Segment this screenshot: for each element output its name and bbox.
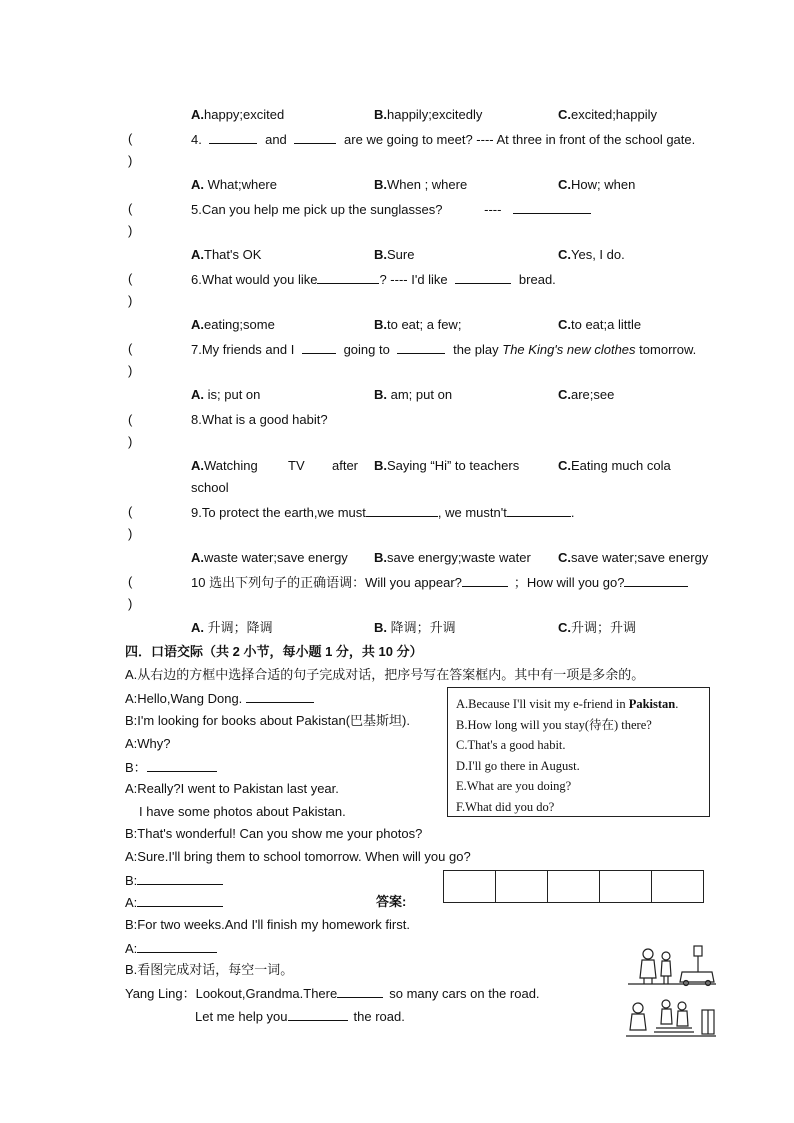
option-c: C.That's a good habit. [456,738,566,752]
dialogue-blank-4[interactable] [137,894,223,907]
q9-option-b: B.save energy;waste water [374,550,531,565]
option-b: B.How long will you stay(待在) there? [456,717,652,732]
q8-option-b: B.Saying “Hi” to teachers [374,458,520,473]
q4-blank-2[interactable] [294,131,336,144]
q7-blank-2[interactable] [397,341,445,354]
dialogue-line-1: A:Hello,Wang Dong. [125,690,314,707]
q6-option-a: A.eating;some [191,317,275,332]
yang-ling-line-1: Yang Ling：Lookout,Grandma.There so many cars on the road. [125,986,540,1001]
q4-blank-1[interactable] [209,131,257,144]
q8-option-a: A.Watching [191,458,258,473]
dialogue-line-4: B： [125,759,217,776]
q9-question: 9.To protect the earth,we must , we mustn't . [191,505,575,520]
dialogue-line-8: A:Sure.I'll bring them to school tomorrow. When will you go? [125,849,471,864]
q4-option-c: C.How; when [558,177,636,192]
dialogue-line-3: A:Why? [125,736,171,751]
q8-paren-close: ) [128,434,133,449]
q10-question: 10 选出下列句子的正确语调：Will you appear? ；How will you go? [191,574,688,591]
dialogue-line-2: B:I'm looking for books about Pakistan(巴基斯坦). [125,713,410,728]
dialogue-line-11: B:For two weeks.And I'll finish my homework first. [125,917,410,932]
q9-blank-2[interactable] [507,504,571,517]
street-crossing-illustration-2 [624,994,718,1040]
option-e: E.What are you doing? [456,779,572,793]
dialogue-blank-1[interactable] [246,690,314,703]
q5-option-c: C.Yes, I do. [558,247,625,262]
q3-option-c: C.excited;happily [558,107,657,122]
q10-option-a: A. 升调；降调 [191,620,273,635]
answer-cell-5[interactable] [652,871,704,903]
q10-paren-close: ) [128,596,133,611]
q7-option-c: C.are;see [558,387,615,402]
dialogue-line-10: A: [125,894,223,911]
option-a: A.Because I'll visit my e-friend in Pakistan. [456,697,679,711]
q8-question: 8.What is a good habit? [191,412,328,427]
q5-option-b: B.Sure [374,247,415,262]
q6-paren-close: ) [128,293,133,308]
q4-paren-close: ) [128,153,133,168]
answer-cell-2[interactable] [496,871,548,903]
q4-option-b: B.When ; where [374,177,468,192]
answer-grid [443,870,704,903]
q5-blank[interactable] [513,201,591,214]
option-f: F.What did you do? [456,799,555,814]
dialogue-blank-5[interactable] [137,940,217,953]
part-b-instructions: B.看图完成对话，每空一词。 [125,962,294,977]
q6-blank-2[interactable] [455,271,511,284]
option-d: D.I'll go there in August. [456,758,580,773]
dialogue-line-7: B:That's wonderful! Can you show me your photos? [125,826,423,841]
q5-option-a: A.That's OK [191,247,262,262]
dialogue-line-6: I have some photos about Pakistan. [139,804,346,819]
options-box [447,687,710,817]
q9-option-c: C.save water;save energy [558,550,709,565]
q5-question: 5.Can you help me pick up the sunglasses? ---- [191,201,591,218]
q7-paren-close: ) [128,363,133,378]
answer-label: 答案: [376,894,407,909]
q10-blank-1[interactable] [462,574,508,587]
q9-paren-close: ) [128,526,133,541]
q8-option-a-after: after [332,458,359,473]
q4-option-a: A. What;where [191,177,277,192]
q7-blank-1[interactable] [302,341,336,354]
q8-option-c: C.Eating much cola [558,458,671,473]
yang-ling-blank-2[interactable] [288,1008,348,1021]
q8-option-a-tv: TV [288,458,305,473]
q6-paren-open: ( [128,271,133,286]
q5-paren-open: ( [128,201,133,216]
q3-option-a: A.happy;excited [191,107,285,122]
q8-paren-open: ( [128,412,133,427]
answer-cell-4[interactable] [600,871,652,903]
yang-ling-line-2: Let me help you the road. [195,1009,405,1024]
dialogue-blank-3[interactable] [137,872,223,885]
dialogue-blank-2[interactable] [147,759,217,772]
q4-question: 4. and are we going to meet? ---- At three in front of the school gate. [191,132,696,147]
q9-paren-open: ( [128,504,133,519]
q4-paren-open: ( [128,131,133,146]
q3-option-b: B.happily;excitedly [374,107,483,122]
dialogue-line-5: A:Really?I went to Pakistan last year. [125,781,339,796]
answer-cell-3[interactable] [548,871,600,903]
answer-cell-1[interactable] [444,871,496,903]
q10-blank-2[interactable] [624,574,688,587]
q10-option-c: C.升调；升调 [558,620,637,635]
street-crossing-illustration-1 [626,942,718,988]
dialogue-line-12: A: [125,940,217,957]
q10-paren-open: ( [128,574,133,589]
q6-blank-1[interactable] [317,271,379,284]
q7-paren-open: ( [128,341,133,356]
dialogue-line-9: B: [125,872,223,889]
q5-paren-close: ) [128,223,133,238]
q6-option-c: C.to eat;a little [558,317,642,332]
q7-question: 7.My friends and I going to the play The King's new clothes tomorrow. [191,342,697,357]
q9-option-a: A.waste water;save energy [191,550,348,565]
section-4-heading: 四．口语交际（共 2 小节，每小题 1 分，共 10 分） [125,644,423,659]
yang-ling-blank-1[interactable] [337,985,383,998]
q8-option-a-school: school [191,480,229,495]
q10-option-b: B. 降调；升调 [374,620,456,635]
q9-blank-1[interactable] [366,504,438,517]
q7-option-a: A. is; put on [191,387,261,402]
part-a-instructions: A.从右边的方框中选择合适的句子完成对话，把序号写在答案框内。其中有一项是多余的。 [125,667,645,682]
q6-option-b: B.to eat; a few; [374,317,462,332]
q7-option-b: B. am; put on [374,387,453,402]
q6-question: 6.What would you like ? ---- I'd like bread. [191,272,556,287]
